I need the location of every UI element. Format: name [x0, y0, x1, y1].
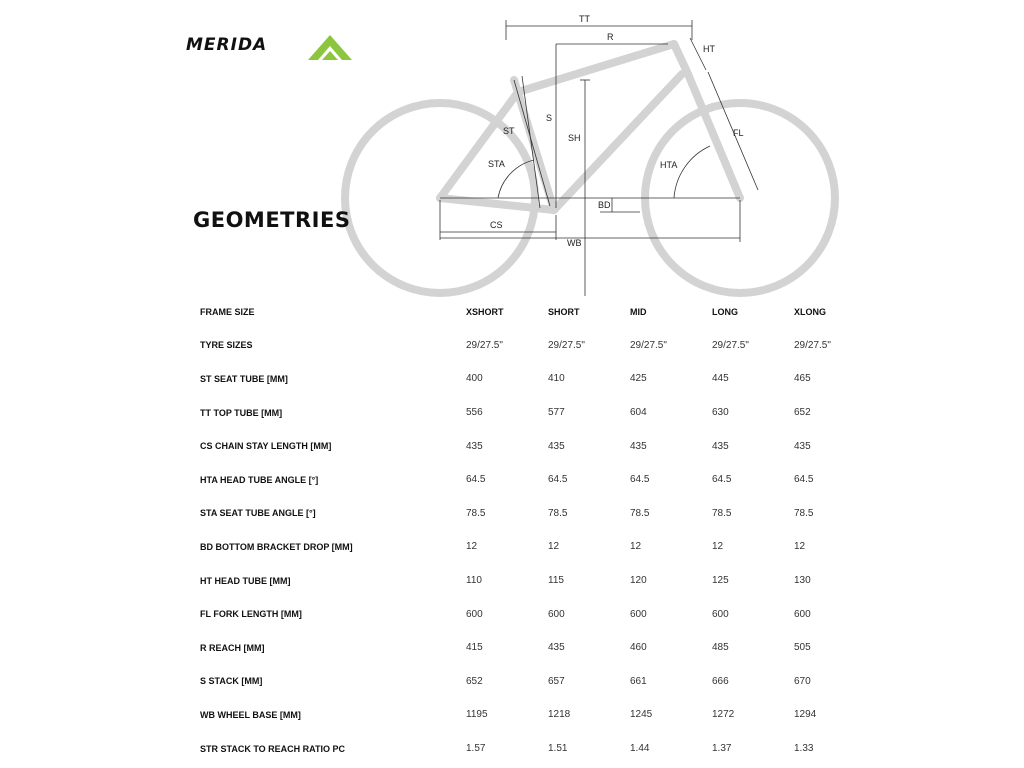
- table-cell: 604: [630, 407, 647, 419]
- size-header: XLONG: [794, 306, 827, 317]
- row-label: FL FORK LENGTH [MM]: [200, 609, 302, 620]
- table-header-row: [196, 295, 872, 329]
- table-cell: 400: [466, 373, 483, 385]
- table-cell: 64.5: [466, 474, 486, 486]
- row-label: S STACK [MM]: [200, 676, 263, 687]
- table-row: [196, 463, 872, 497]
- row-label: HT HEAD TUBE [MM]: [200, 575, 291, 586]
- table-cell: 460: [630, 642, 647, 654]
- table-row: [196, 732, 872, 766]
- hta-label: HTA: [660, 160, 678, 170]
- table-cell: 110: [466, 575, 482, 587]
- table-cell: 1195: [466, 709, 488, 721]
- size-header: MID: [630, 306, 647, 317]
- table-cell: 505: [794, 642, 811, 654]
- table-cell: 445: [712, 373, 729, 385]
- table-cell: 425: [630, 373, 647, 385]
- table-cell: 1.33: [794, 743, 814, 755]
- table-row: [196, 631, 872, 665]
- table-cell: 661: [630, 675, 647, 687]
- table-cell: 125: [712, 575, 729, 587]
- cs-label: CS: [490, 220, 503, 230]
- table-cell: 12: [712, 541, 724, 553]
- table-cell: 435: [548, 440, 565, 452]
- table-cell: 630: [712, 407, 729, 419]
- table-cell: 78.5: [794, 507, 814, 519]
- table-cell: 78.5: [466, 507, 486, 519]
- table-cell: 600: [466, 608, 483, 620]
- size-header: XSHORT: [466, 306, 504, 317]
- table-cell: 64.5: [630, 474, 650, 486]
- table-cell: 435: [548, 642, 565, 654]
- r-label: R: [607, 32, 614, 42]
- row-label: TYRE SIZES: [200, 340, 253, 351]
- table-cell: 78.5: [630, 507, 650, 519]
- table-cell: 1272: [712, 709, 735, 721]
- sta-label: STA: [488, 159, 505, 169]
- table-cell: 29/27.5": [794, 339, 831, 351]
- table-cell: 435: [466, 440, 483, 452]
- table-cell: 577: [548, 407, 565, 419]
- table-row: [196, 429, 872, 463]
- row-label: STR STACK TO REACH RATIO PC: [200, 743, 346, 754]
- table-cell: 120: [630, 575, 647, 587]
- table-cell: 600: [548, 608, 565, 620]
- ht-label: HT: [703, 44, 715, 54]
- table-row: [196, 698, 872, 732]
- row-label: TT TOP TUBE [MM]: [200, 407, 283, 418]
- table-cell: 415: [466, 642, 483, 654]
- row-label: WB WHEEL BASE [MM]: [200, 709, 301, 720]
- table-cell: 666: [712, 675, 729, 687]
- table-cell: 12: [548, 541, 560, 553]
- header-label: FRAME SIZE: [200, 306, 255, 317]
- table-cell: 600: [630, 608, 647, 620]
- table-cell: 64.5: [548, 474, 568, 486]
- table-row: [196, 564, 872, 598]
- fl-label: FL: [733, 128, 744, 138]
- table-row: [196, 396, 872, 430]
- table-cell: 130: [794, 575, 811, 587]
- table-cell: 1218: [548, 709, 571, 721]
- table-cell: 29/27.5": [466, 339, 503, 351]
- table-row: [196, 497, 872, 531]
- page-title: GEOMETRIES: [193, 208, 351, 232]
- table-cell: 435: [712, 440, 729, 452]
- bike-frame: [440, 44, 740, 210]
- table-cell: 435: [630, 440, 647, 452]
- table-cell: 1.37: [712, 743, 732, 755]
- table-cell: 12: [630, 541, 642, 553]
- table-cell: 64.5: [794, 474, 814, 486]
- table-cell: 600: [712, 608, 729, 620]
- table-cell: 12: [794, 541, 806, 553]
- sh-label: SH: [568, 133, 581, 143]
- table-cell: 556: [466, 407, 483, 419]
- table-cell: 29/27.5": [630, 339, 667, 351]
- table-cell: 652: [794, 407, 811, 419]
- row-label: STA SEAT TUBE ANGLE [°]: [200, 508, 316, 519]
- table-cell: 1.51: [548, 743, 568, 755]
- table-row: [196, 597, 872, 631]
- table-cell: 78.5: [548, 507, 568, 519]
- table-cell: 1.57: [466, 743, 486, 755]
- table-row: [196, 362, 872, 396]
- table-row: [196, 665, 872, 699]
- size-header: LONG: [712, 306, 738, 317]
- table-cell: 64.5: [712, 474, 732, 486]
- table-cell: 435: [794, 440, 811, 452]
- table-cell: 29/27.5": [548, 339, 585, 351]
- table-cell: 1245: [630, 709, 653, 721]
- table-cell: 29/27.5": [712, 339, 749, 351]
- st-label: ST: [503, 126, 515, 136]
- size-header: SHORT: [548, 306, 580, 317]
- s-label: S: [546, 113, 553, 123]
- row-label: HTA HEAD TUBE ANGLE [°]: [200, 474, 319, 485]
- table-cell: 1.44: [630, 743, 650, 755]
- bike-geometry-diagram: [0, 0, 1024, 300]
- row-label: BD BOTTOM BRACKET DROP [MM]: [200, 541, 353, 552]
- table-cell: 1294: [794, 709, 817, 721]
- wb-label: WB: [567, 238, 582, 248]
- table-row: [196, 329, 872, 363]
- table-row: [196, 530, 872, 564]
- tt-label: TT: [579, 14, 590, 24]
- table-cell: 600: [794, 608, 811, 620]
- table-cell: 78.5: [712, 507, 732, 519]
- bd-label: BD: [598, 200, 611, 210]
- table-cell: 670: [794, 675, 811, 687]
- table-cell: 652: [466, 675, 483, 687]
- row-label: R REACH [MM]: [200, 642, 265, 653]
- table-cell: 465: [794, 373, 811, 385]
- table-cell: 657: [548, 675, 565, 687]
- row-label: CS CHAIN STAY LENGTH [MM]: [200, 441, 332, 452]
- table-cell: 485: [712, 642, 729, 654]
- table-cell: 410: [548, 373, 565, 385]
- logo-wordmark: MERIDA: [186, 35, 268, 55]
- row-label: ST SEAT TUBE [MM]: [200, 373, 288, 384]
- table-cell: 12: [466, 541, 478, 553]
- geometry-table: [196, 295, 872, 765]
- table-cell: 115: [548, 575, 564, 587]
